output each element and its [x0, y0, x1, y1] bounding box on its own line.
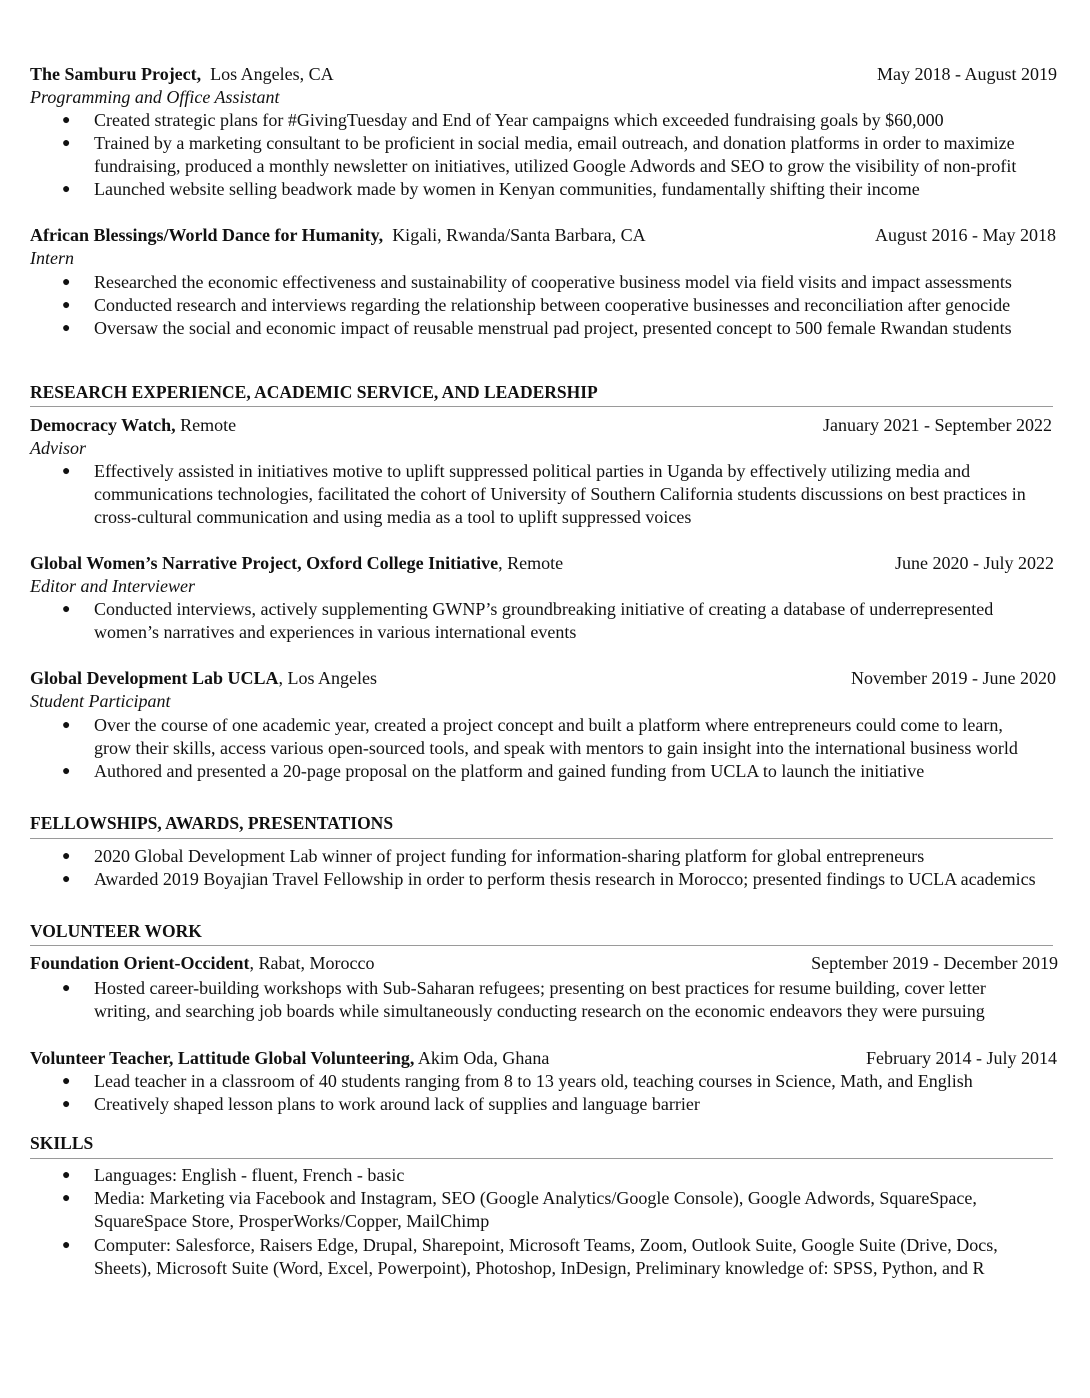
org-name: The Samburu Project,	[30, 64, 202, 84]
bullet-icon: ●	[62, 1168, 71, 1183]
entry-heading	[30, 667, 377, 690]
bullet-icon: ●	[62, 1191, 71, 1206]
bullet-icon: ●	[62, 275, 71, 290]
location: Akim Oda, Ghana	[414, 1048, 550, 1068]
entry-heading	[30, 552, 563, 575]
role: Programming and Office Assistant	[30, 87, 280, 107]
bullet-text: Creatively shaped lesson plans to work around lack of supplies and language barrier	[94, 1094, 700, 1114]
section-header: RESEARCH EXPERIENCE, ACADEMIC SERVICE, AND LEADERSHIP	[30, 382, 598, 402]
bullet-text: fundraising, produced a monthly newsletter on initiatives, utilized Google Adwords and SEO to grow the visibility of non-profit	[94, 156, 1017, 176]
entry-heading	[30, 414, 236, 437]
org-name: Foundation Orient-Occident	[30, 953, 250, 973]
entry-heading	[30, 1047, 549, 1070]
dates: May 2018 - August 2019	[877, 64, 1057, 84]
dates: August 2016 - May 2018	[875, 225, 1056, 245]
bullet-text: communications technologies, facilitated the cohort of University of Southern California students discussions on best practices in	[94, 484, 1026, 504]
bullet-text: Trained by a marketing consultant to be proficient in social media, email outreach, and donation platforms in order to maximize	[94, 133, 1015, 153]
bullet-icon: ●	[62, 464, 71, 479]
role: Editor and Interviewer	[30, 576, 195, 596]
bullet-icon: ●	[62, 182, 71, 197]
bullet-icon: ●	[62, 1097, 71, 1112]
org-name: Global Development Lab UCLA	[30, 668, 279, 688]
bullet-text: women’s narratives and experiences in various international events	[94, 622, 577, 642]
bullet-text: writing, and searching job boards while simultaneously conducting research on the economic endeavors they were pursuing	[94, 1001, 985, 1021]
dates: February 2014 - July 2014	[866, 1048, 1057, 1068]
bullet-text: Researched the economic effectiveness and sustainability of cooperative business model via field visits and impact assessments	[94, 272, 1012, 292]
bullet-text: Computer: Salesforce, Raisers Edge, Drupal, Sharepoint, Microsoft Teams, Zoom, Outlook Suite, Google Suite (Drive, Docs,	[94, 1235, 998, 1255]
bullet-text: Hosted career-building workshops with Sub-Saharan refugees; presenting on best practices for resume building, cover letter	[94, 978, 986, 998]
org-name: Global Women’s Narrative Project, Oxford College Initiative	[30, 553, 499, 573]
dates: September 2019 - December 2019	[811, 953, 1058, 973]
location: Remote	[180, 415, 237, 435]
entry-heading	[30, 224, 646, 247]
org-name: Democracy Watch,	[30, 415, 176, 435]
role: Intern	[30, 248, 74, 268]
bullet-icon: ●	[62, 1238, 71, 1253]
bullet-icon: ●	[62, 872, 71, 887]
entry-heading	[30, 63, 334, 86]
bullet-text: Conducted research and interviews regarding the relationship between cooperative businesses and reconciliation after genocide	[94, 295, 1011, 315]
bullet-text: Over the course of one academic year, created a project concept and built a platform where entrepreneurs could come to learn,	[94, 715, 1003, 735]
bullet-text: Effectively assisted in initiatives motive to uplift suppressed political parties in Uganda by effectively utilizing media and	[94, 461, 971, 481]
section-divider	[30, 945, 1053, 946]
bullet-text: grow their skills, access various open-sourced tools, and speak with mentors to gain insight into the international business world	[94, 738, 1018, 758]
section-header: SKILLS	[30, 1133, 94, 1153]
bullet-text: Sheets), Microsoft Suite (Word, Excel, Powerpoint), Photoshop, InDesign, Preliminary knowledge of: SPSS, Python, and R	[94, 1258, 985, 1278]
bullet-text: Authored and presented a 20-page proposal on the platform and gained funding from UCLA to launch the initiative	[94, 761, 925, 781]
section-header: FELLOWSHIPS, AWARDS, PRESENTATIONS	[30, 813, 394, 833]
bullet-icon: ●	[62, 849, 71, 864]
section-header: VOLUNTEER WORK	[30, 921, 202, 941]
bullet-text: SquareSpace Store, ProsperWorks/Copper, MailChimp	[94, 1211, 490, 1231]
bullet-icon: ●	[62, 1074, 71, 1089]
bullet-icon: ●	[62, 602, 71, 617]
section-divider	[30, 838, 1053, 839]
section-divider	[30, 1158, 1053, 1159]
location: Los Angeles, CA	[210, 64, 334, 84]
location: , Remote	[498, 553, 564, 573]
bullet-text: 2020 Global Development Lab winner of project funding for information-sharing platform for global entrepreneurs	[94, 846, 925, 866]
bullet-text: Awarded 2019 Boyajian Travel Fellowship in order to perform thesis research in Morocco; presented findings to UCLA academics	[94, 869, 1036, 889]
entry-heading	[30, 952, 374, 975]
bullet-icon: ●	[62, 981, 71, 996]
dates: January 2021 - September 2022	[823, 415, 1052, 435]
bullet-icon: ●	[62, 321, 71, 336]
bullet-text: Oversaw the social and economic impact of reusable menstrual pad project, presented concept to 500 female Rwandan students	[94, 318, 1012, 338]
org-name: African Blessings/World Dance for Humanity,	[30, 225, 384, 245]
dates: June 2020 - July 2022	[895, 553, 1054, 573]
location: , Rabat, Morocco	[249, 953, 375, 973]
location: Kigali, Rwanda/Santa Barbara, CA	[392, 225, 646, 245]
bullet-icon: ●	[62, 718, 71, 733]
bullet-text: Launched website selling beadwork made by women in Kenyan communities, fundamentally shifting their income	[94, 179, 920, 199]
bullet-text: Conducted interviews, actively supplementing GWNP’s groundbreaking initiative of creating a database of underrepresented	[94, 599, 994, 619]
bullet-text: cross-cultural communication and using media as a tool to uplift suppressed voices	[94, 507, 692, 527]
org-name: Volunteer Teacher, Lattitude Global Volunteering,	[30, 1048, 415, 1068]
dates: November 2019 - June 2020	[851, 668, 1056, 688]
bullet-text: Languages: English - fluent, French - basic	[94, 1165, 405, 1185]
bullet-icon: ●	[62, 764, 71, 779]
bullet-icon: ●	[62, 113, 71, 128]
role: Student Participant	[30, 691, 171, 711]
bullet-text: Media: Marketing via Facebook and Instagram, SEO (Google Analytics/Google Console), Google Adwords, SquareSpace,	[94, 1188, 977, 1208]
location: , Los Angeles	[278, 668, 378, 688]
bullet-icon: ●	[62, 298, 71, 313]
bullet-text: Lead teacher in a classroom of 40 students ranging from 8 to 13 years old, teaching courses in Science, Math, and English	[94, 1071, 973, 1091]
bullet-icon: ●	[62, 136, 71, 151]
section-divider	[30, 406, 1053, 407]
bullet-text: Created strategic plans for #GivingTuesday and End of Year campaigns which exceeded fundraising goals by $60,000	[94, 110, 944, 130]
role: Advisor	[30, 438, 86, 458]
